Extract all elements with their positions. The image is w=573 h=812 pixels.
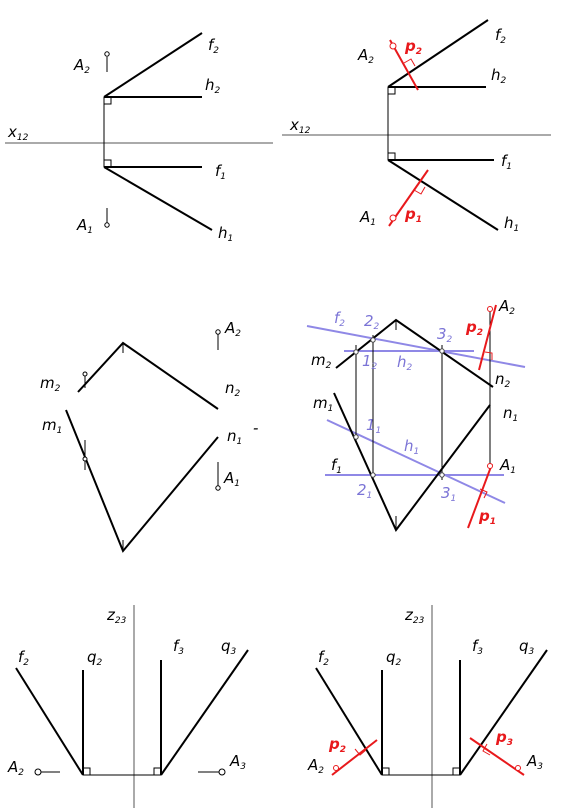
label-f2: $f_2$	[18, 648, 30, 668]
point-A1	[216, 486, 220, 490]
label-A1: $A_1$	[500, 456, 516, 476]
stray-dash: -	[253, 419, 259, 437]
panel-1-planes-problem	[5, 33, 273, 244]
point-on-m2	[83, 372, 87, 376]
line-f2	[307, 326, 525, 367]
point-A3	[219, 769, 225, 775]
label-p2: $p_2$	[329, 735, 347, 755]
label-q3: $q_3$	[221, 637, 237, 657]
label-1-2: $1_2$	[362, 352, 378, 372]
line-h1	[327, 420, 505, 503]
label-f2: $f_2$	[208, 36, 220, 56]
point-A2	[35, 769, 41, 775]
right-angle-mark	[388, 87, 395, 94]
polyline-m1-n1	[66, 410, 218, 551]
point-3-2	[440, 349, 444, 353]
line-f2	[104, 33, 202, 97]
label-h1: $h_1$	[218, 224, 234, 244]
label-A2: $A_2$	[8, 758, 24, 778]
label-n2: $n_2$	[495, 370, 511, 390]
line-f2	[388, 20, 488, 87]
right-angle-mark	[104, 160, 111, 167]
label-h1: $h_1$	[504, 214, 520, 234]
line-f2	[16, 668, 83, 775]
point-2-2	[371, 338, 375, 342]
label-f3: $f_3$	[173, 637, 185, 657]
label-m2: $m_2$	[311, 351, 332, 371]
label-x12: $x_{12}$	[290, 116, 311, 136]
label-q2: $q_2$	[87, 648, 103, 668]
panel-3-lines-problem	[40, 319, 258, 551]
point-A2	[334, 766, 339, 771]
label-q2: $q_2$	[386, 648, 402, 668]
label-A2: $A_2$	[499, 297, 515, 317]
label-f2: $f_2$	[495, 26, 507, 46]
label-z23: $z_{23}$	[405, 606, 425, 626]
label-3-1: $3_1$	[441, 484, 457, 504]
label-A1: $A_1$	[224, 469, 240, 489]
point-on-m1	[83, 457, 87, 461]
label-A2: $A_2$	[225, 319, 241, 339]
label-A3: $A_3$	[527, 752, 543, 772]
point-1-2	[354, 350, 358, 354]
label-n2: $n_2$	[225, 379, 241, 399]
label-f1: $f_1$	[501, 152, 513, 172]
label-h1: $h_1$	[404, 437, 420, 457]
label-1-1: $1_1$	[366, 416, 382, 436]
label-p3: $p_3$	[496, 728, 514, 748]
label-A1: $A_1$	[77, 216, 93, 236]
point-A2	[216, 330, 220, 334]
line-f2	[316, 668, 382, 775]
point-A1	[488, 464, 493, 469]
label-m2: $m_2$	[40, 374, 61, 394]
label-z23: $z_{23}$	[107, 606, 127, 626]
point-2-1	[371, 473, 375, 477]
label-h2: $h_2$	[397, 353, 413, 373]
label-2-2: $2_2$	[364, 312, 380, 332]
polyline-m2-n2	[78, 343, 218, 409]
label-f3: $f_3$	[472, 637, 484, 657]
label-h2: $h_2$	[205, 76, 221, 96]
label-p2: $p_2$	[466, 318, 484, 338]
label-p1: $p_1$	[479, 507, 497, 527]
point-A2	[390, 43, 396, 49]
label-2-1: $2_1$	[357, 481, 373, 501]
panel-2-planes-solution	[282, 20, 551, 234]
point-A1	[390, 215, 396, 221]
right-angle-mark	[83, 768, 90, 775]
label-A1: $A_1$	[360, 208, 376, 228]
point-A3	[516, 766, 521, 771]
point-1-1	[354, 435, 358, 439]
label-f2: $f_2$	[334, 309, 346, 329]
right-angle-mark	[453, 768, 460, 775]
label-f2: $f_2$	[318, 648, 330, 668]
right-angle-mark	[104, 97, 111, 104]
label-m1: $m_1$	[313, 394, 334, 414]
point-A2	[488, 307, 493, 312]
label-m1: $m_1$	[42, 416, 63, 436]
label-n1: $n_1$	[503, 404, 519, 424]
label-q3: $q_3$	[519, 637, 535, 657]
label-x12: $x_{12}$	[8, 123, 29, 143]
panel-6-profile-solution	[307, 605, 547, 808]
label-A2: $A_2$	[308, 756, 324, 776]
label-f1: $f_1$	[331, 456, 343, 476]
label-A2: $A_2$	[358, 46, 374, 66]
line-h1	[104, 167, 212, 230]
point-3-1	[440, 473, 444, 477]
label-A3: $A_3$	[230, 752, 246, 772]
label-p1: $p_1$	[405, 205, 423, 225]
point-A1	[105, 223, 109, 227]
polyline-m1-n1	[334, 393, 490, 530]
label-3-2: $3_2$	[437, 325, 453, 345]
label-n1: $n_1$	[227, 427, 243, 447]
point-A2	[105, 52, 109, 56]
label-f1: $f_1$	[215, 162, 227, 182]
right-angle-mark	[382, 768, 389, 775]
label-p2: $p_2$	[405, 37, 423, 57]
panel-5-profile-problem	[7, 605, 248, 808]
panel-4-lines-solution	[307, 297, 525, 530]
right-angle-mark	[154, 768, 161, 775]
right-angle-mark	[388, 153, 395, 160]
label-A2: $A_2$	[74, 56, 90, 76]
label-h2: $h_2$	[491, 66, 507, 86]
perpendicular-mark	[404, 59, 415, 66]
